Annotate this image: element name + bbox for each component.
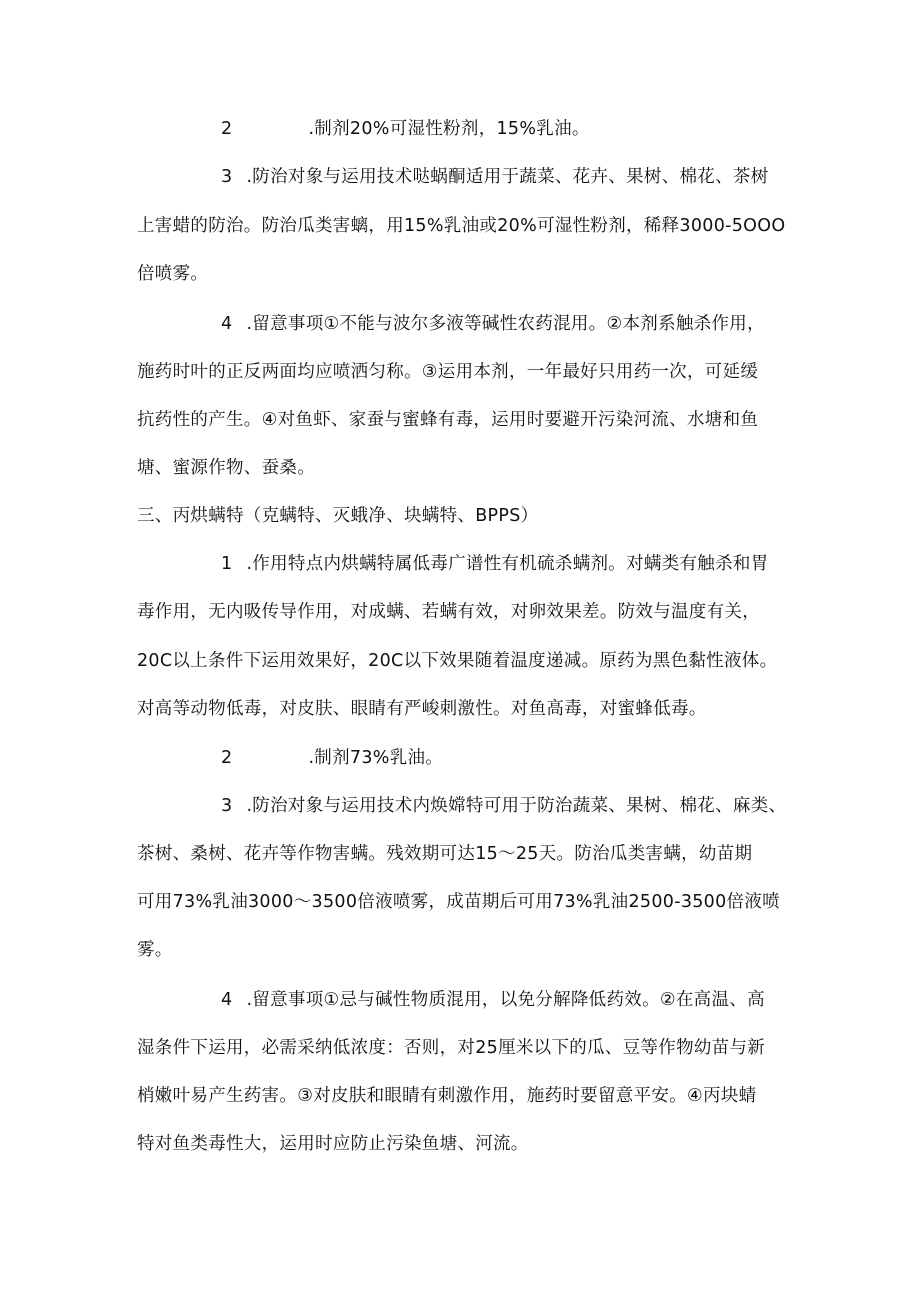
paragraph-line: 特对鱼类毒性大，运用时应防止污染鱼塘、河流。 xyxy=(137,1134,529,1154)
item-4-first-line xyxy=(221,311,881,337)
item-3-first-line xyxy=(221,793,881,819)
paragraph-text: .防治对象与运用技术内焕嫦特可用于防治蔬菜、果树、棉花、麻类、 xyxy=(246,796,787,816)
paragraph-text: .留意事项①不能与波尔多液等碱性农药混用。②本剂系触杀作用， xyxy=(246,314,765,334)
item-number: 4 xyxy=(221,314,233,334)
paragraph-line: 湿条件下运用，必需采纳低浓度：否则，对25厘米以下的瓜、豆等作物幼苗与新 xyxy=(137,1038,766,1058)
item-1-first-line xyxy=(221,551,881,577)
paragraph-line: 可用73%乳油3000～3500倍液喷雾，成苗期后可用73%乳油2500-3500倍液喷 xyxy=(137,892,780,912)
paragraph-text: .制剂20%可湿性粉剂，15%乳油。 xyxy=(308,119,590,139)
item-4-first-line xyxy=(221,987,881,1013)
item-number: 2 xyxy=(221,119,233,139)
paragraph-line: 茶树、桑树、花卉等作物害螨。残效期可达15～25天。防治瓜类害螨，幼苗期 xyxy=(137,844,753,864)
section-heading: 三、丙烘螨特（克螨特、灭蛾净、块螨特、BPPS） xyxy=(137,506,539,526)
paragraph-line: 抗药性的产生。④对鱼虾、家蚕与蜜蜂有毒，运用时要避开污染河流、水塘和鱼 xyxy=(137,410,759,430)
item-2-formulation xyxy=(221,116,881,142)
paragraph-line: 雾。 xyxy=(137,940,173,960)
item-3-first-line xyxy=(221,164,881,190)
paragraph-text: .防治对象与运用技术哒蜗酮适用于蔬菜、花卉、果树、棉花、茶树 xyxy=(246,167,769,187)
paragraph-text: .作用特点内烘螨特属低毒广谱性有机硫杀螨剂。对螨类有触杀和胃 xyxy=(246,554,769,574)
paragraph-line: 施药时叶的正反两面均应喷洒匀称。③运用本剂，一年最好只用药一次，可延缓 xyxy=(137,362,759,382)
paragraph-line: 梢嫩叶易产生药害。③对皮肤和眼睛有刺激作用，施药时要留意平安。④丙块蜻 xyxy=(137,1086,757,1106)
item-number: 4 xyxy=(221,990,233,1010)
paragraph-line: 塘、蜜源作物、蚕桑。 xyxy=(137,458,315,478)
paragraph-line: 毒作用，无内吸传导作用，对成螨、若螨有效，对卵效果差。防效与温度有关， xyxy=(137,602,760,622)
item-number: 3 xyxy=(221,167,233,187)
item-number: 1 xyxy=(221,554,233,574)
paragraph-text: .留意事项①忌与碱性物质混用，以免分解降低药效。②在高温、高 xyxy=(246,990,765,1010)
paragraph-line: 对高等动物低毒，对皮肤、眼睛有严峻刺激性。对鱼高毒，对蜜蜂低毒。 xyxy=(137,699,707,719)
item-number: 2 xyxy=(221,748,233,768)
paragraph-line: 20C以上条件下运用效果好，20C以下效果随着温度递减。原药为黑色黏性液体。 xyxy=(137,651,778,671)
paragraph-line: 上害蜡的防治。防治瓜类害螭，用15%乳油或20%可湿性粉剂，稀释3000-5OOO xyxy=(137,216,786,236)
paragraph-line: 倍喷雾。 xyxy=(137,264,209,284)
paragraph-text: .制剂73%乳油。 xyxy=(308,748,444,768)
item-2-formulation xyxy=(221,745,881,771)
item-number: 3 xyxy=(221,796,233,816)
